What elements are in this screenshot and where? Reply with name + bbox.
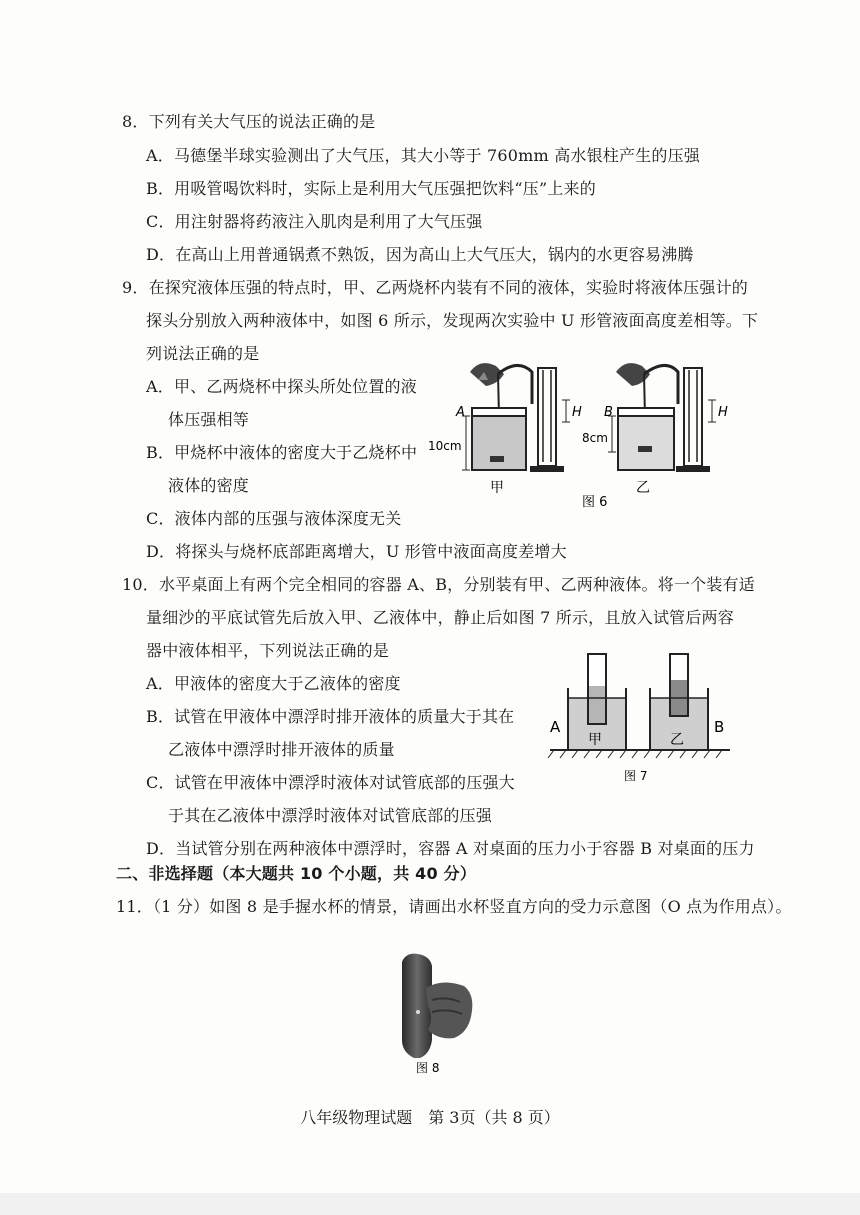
page-bottom-edge bbox=[0, 1193, 860, 1215]
figure-7 bbox=[540, 646, 740, 786]
section-2-heading: 二、非选择题（本大题共 10 个小题，共 40 分） bbox=[116, 864, 477, 883]
q9-option-a-cont: 体压强相等 bbox=[168, 410, 250, 429]
q8-option-c: C．用注射器将药液注入肌肉是利用了大气压强 bbox=[146, 212, 483, 231]
fig7-label-b: B bbox=[714, 718, 725, 736]
fig6-right-apparatus bbox=[582, 363, 728, 496]
fig7-name-left: 甲 bbox=[588, 732, 602, 748]
q10-option-b: B．试管在甲液体中漂浮时排开液体的质量大于其在 bbox=[146, 707, 515, 726]
point-o-marker bbox=[416, 1010, 420, 1014]
q9-option-b: B．甲烧杯中液体的密度大于乙烧杯中 bbox=[146, 443, 418, 462]
q9-stem-line-3: 列说法正确的是 bbox=[146, 344, 260, 363]
cup-shape bbox=[402, 954, 432, 1058]
q10-option-a: A．甲液体的密度大于乙液体的密度 bbox=[146, 674, 401, 693]
page-footer: 八年级物理试题 第 3页（共 8 页） bbox=[300, 1108, 560, 1127]
fig7-container-b bbox=[650, 654, 708, 750]
q11-stem: 11．（1 分）如图 8 是手握水杯的情景，请画出水杯竖直方向的受力示意图（O 点为作用点）。 bbox=[116, 897, 792, 916]
q9-stem-line-1: 9．在探究液体压强的特点时，甲、乙两烧杯内装有不同的液体，实验时将液体压强计的 bbox=[122, 278, 748, 297]
q10-option-d: D．当试管分别在两种液体中漂浮时，容器 A 对桌面的压力小于容器 B 对桌面的压力 bbox=[146, 839, 755, 858]
q10-stem-line-1: 10．水平桌面上有两个完全相同的容器 A、B，分别装有甲、乙两种液体。将一个装有适 bbox=[122, 575, 755, 594]
fig6-label-h-left: H bbox=[572, 405, 582, 420]
fig6-name-right: 乙 bbox=[636, 480, 650, 496]
q8-option-d: D．在高山上用普通锅煮不熟饭，因为高山上大气压大，锅内的水更容易沸腾 bbox=[146, 245, 694, 264]
q9-option-d: D．将探头与烧杯底部距离增大，U 形管中液面高度差增大 bbox=[146, 542, 567, 561]
q9-stem-line-2: 探头分别放入两种液体中，如图 6 所示，发现两次实验中 U 形管液面高度差相等。下 bbox=[146, 311, 759, 330]
q8-option-b: B．用吸管喝饮料时，实际上是利用大气压强把饮料“压”上来的 bbox=[146, 179, 596, 198]
figure-6 bbox=[420, 352, 750, 522]
figure-8 bbox=[392, 948, 478, 1078]
q10-option-c: C．试管在甲液体中漂浮时液体对试管底部的压强大 bbox=[146, 773, 515, 792]
fig6-depth-left: 10cm bbox=[428, 439, 462, 453]
fig7-caption: 图 7 bbox=[624, 769, 648, 783]
fig6-label-b: B bbox=[604, 405, 613, 420]
q9-option-a: A．甲、乙两烧杯中探头所处位置的液 bbox=[146, 377, 417, 396]
fig6-name-left: 甲 bbox=[490, 480, 504, 496]
q10-option-c-cont: 于其在乙液体中漂浮时液体对试管底部的压强 bbox=[168, 806, 493, 825]
fig6-depth-right: 8cm bbox=[582, 431, 608, 445]
q8-option-a: A．马德堡半球实验测出了大气压，其大小等于 760mm 高水银柱产生的压强 bbox=[146, 146, 701, 165]
q10-stem-line-3: 器中液体相平，下列说法正确的是 bbox=[146, 641, 390, 660]
fig8-caption: 图 8 bbox=[416, 1061, 440, 1075]
fig7-container-a bbox=[568, 654, 626, 750]
fig6-label-a: A bbox=[456, 405, 465, 420]
q8-stem: 8．下列有关大气压的说法正确的是 bbox=[122, 112, 376, 131]
fig7-name-right: 乙 bbox=[670, 732, 684, 748]
q10-option-b-cont: 乙液体中漂浮时排开液体的质量 bbox=[168, 740, 395, 759]
fig6-label-h-right: H bbox=[718, 405, 728, 420]
fig6-left-apparatus bbox=[428, 363, 582, 496]
fig7-label-a: A bbox=[550, 718, 561, 736]
q10-stem-line-2: 量细沙的平底试管先后放入甲、乙液体中，静止后如图 7 所示，且放入试管后两容 bbox=[146, 608, 734, 627]
fig6-caption: 图 6 bbox=[582, 495, 608, 510]
q9-option-c: C．液体内部的压强与液体深度无关 bbox=[146, 509, 402, 528]
q9-option-b-cont: 液体的密度 bbox=[168, 476, 250, 495]
